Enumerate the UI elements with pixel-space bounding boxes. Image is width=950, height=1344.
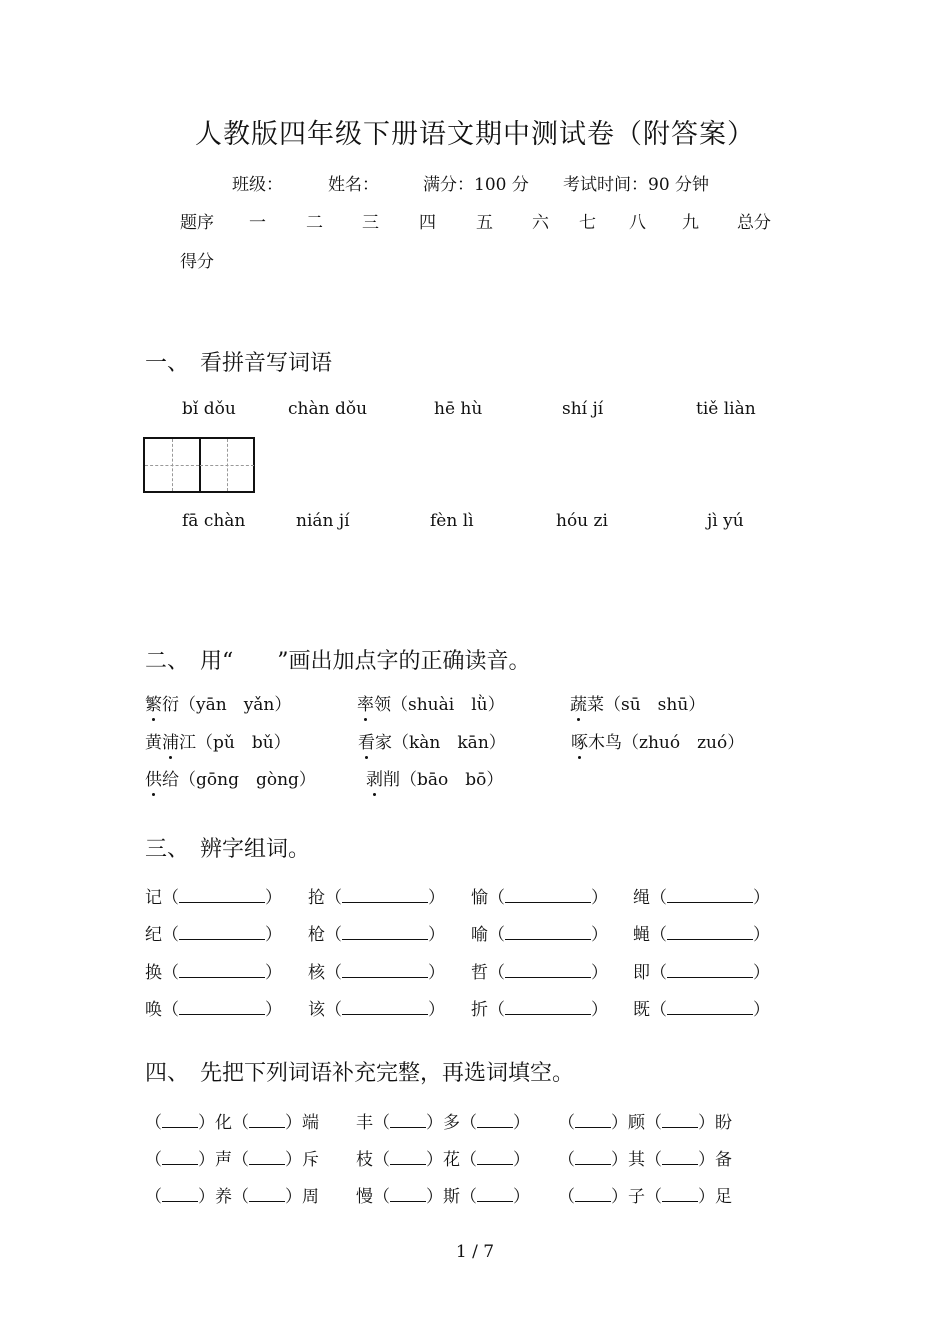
score-table-col: 一 [249,213,266,233]
idiom-item[interactable]: （ ）其（ ）备 [558,1150,732,1170]
idiom-item[interactable]: 枝（ ）花（ ） [356,1150,530,1170]
word-item[interactable]: 蝇（ ） [633,925,770,945]
word-item[interactable]: 愉（ ） [471,888,608,908]
section1-heading: 一、 看拼音写词语 [145,351,333,376]
time-label: 考试时间：90 分钟 [563,175,710,195]
pinyin-item: fā chàn [182,511,246,531]
word-item[interactable]: 该（ ） [308,1000,445,1020]
pinyin-item: chàn dǒu [288,399,368,419]
reading-item[interactable]: 繁衍（yān yǎn） [145,690,291,715]
section2-heading: 二、 用“ ”画出加点字的正确读音。 [145,649,531,674]
reading-item[interactable]: 啄木鸟（zhuó zuó） [571,728,744,753]
idiom-item[interactable]: （ ）声（ ）斥 [145,1150,319,1170]
reading-item[interactable]: 供给（gōng gòng） [145,765,316,790]
score-table-col: 九 [682,213,699,233]
section3-heading: 三、 辨字组词。 [145,837,311,862]
idiom-item[interactable]: （ ）化（ ）端 [145,1113,319,1133]
pinyin-item: tiě liàn [696,399,756,419]
pinyin-item: bǐ dǒu [182,399,236,419]
score-table-col: 四 [419,213,436,233]
word-item[interactable]: 换（ ） [145,963,282,983]
score-table-col: 五 [476,213,493,233]
word-item[interactable]: 唤（ ） [145,1000,282,1020]
class-label: 班级： [232,175,283,195]
writing-cell[interactable] [200,439,254,491]
score-table-col: 六 [532,213,549,233]
reading-item[interactable]: 率领（shuài lǜ） [357,690,505,715]
name-label: 姓名： [328,175,379,195]
idiom-item[interactable]: （ ）顾（ ）盼 [558,1113,732,1133]
word-item[interactable]: 既（ ） [633,1000,770,1020]
pinyin-item: fèn lì [430,511,474,531]
score-table-col: 七 [579,213,596,233]
score-table-col: 二 [306,213,323,233]
pinyin-item: hóu zi [556,511,608,531]
word-item[interactable]: 核（ ） [308,963,445,983]
pinyin-item: hē hù [434,399,483,419]
score-table-row1-label: 题序 [180,213,214,233]
word-item[interactable]: 纪（ ） [145,925,282,945]
section4-heading: 四、 先把下列词语补充完整，再选词填空。 [145,1061,575,1086]
pinyin-item: nián jí [296,511,350,531]
word-item[interactable]: 喻（ ） [471,925,608,945]
reading-item[interactable]: 看家（kàn kān） [358,728,506,753]
pinyin-item: jì yú [707,511,744,531]
pinyin-item: shí jí [562,399,604,419]
word-item[interactable]: 即（ ） [633,963,770,983]
reading-item[interactable]: 蔬菜（sū shū） [570,690,705,715]
page-title: 人教版四年级下册语文期中测试卷（附答案） [195,119,755,150]
word-item[interactable]: 枪（ ） [308,925,445,945]
score-table-col: 八 [629,213,646,233]
reading-item[interactable]: 剥削（bāo bō） [366,765,503,790]
score-table-row2-label: 得分 [180,252,214,272]
idiom-item[interactable]: 丰（ ）多（ ） [356,1113,530,1133]
word-item[interactable]: 抢（ ） [308,888,445,908]
idiom-item[interactable]: （ ）子（ ）足 [558,1187,732,1207]
score-label: 满分：100 分 [423,175,529,195]
idiom-item[interactable]: （ ）养（ ）周 [145,1187,319,1207]
writing-cell[interactable] [145,439,201,491]
word-item[interactable]: 哲（ ） [471,963,608,983]
word-item[interactable]: 折（ ） [471,1000,608,1020]
page-number: 1 / 7 [455,1242,495,1262]
reading-item[interactable]: 黄浦江（pǔ bǔ） [145,728,291,753]
word-item[interactable]: 记（ ） [145,888,282,908]
writing-grid[interactable] [143,437,255,493]
word-item[interactable]: 绳（ ） [633,888,770,908]
score-table-col: 三 [362,213,379,233]
idiom-item[interactable]: 慢（ ）斯（ ） [356,1187,530,1207]
score-table-col: 总分 [737,213,771,233]
